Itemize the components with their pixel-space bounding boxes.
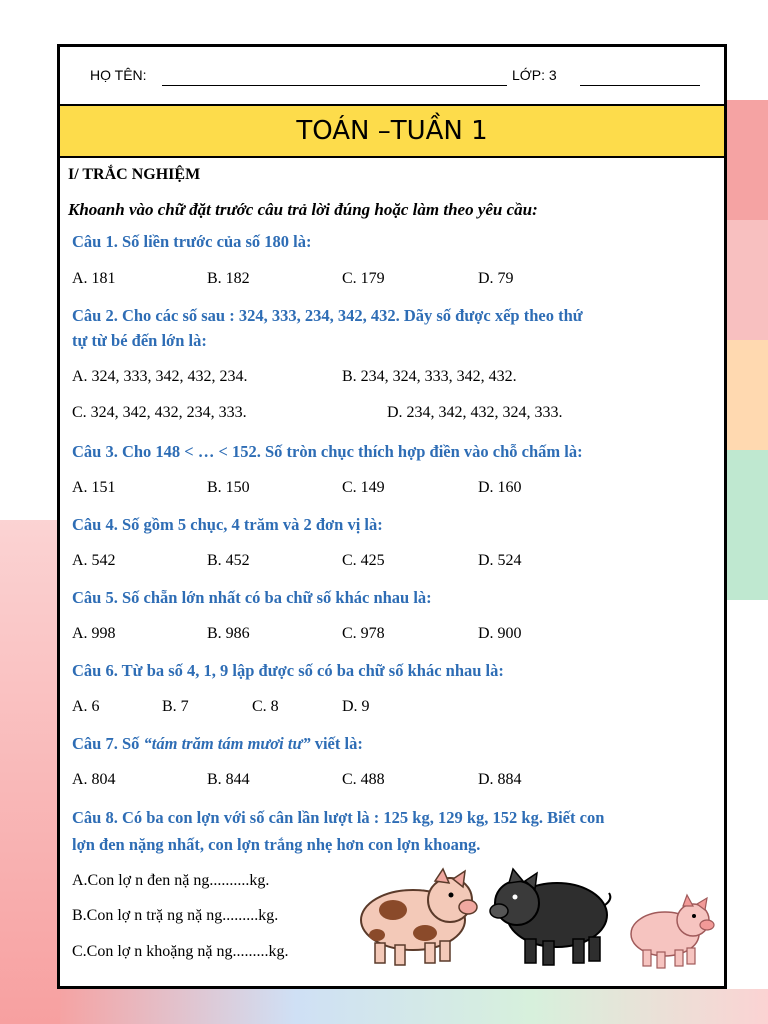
question-8-line-1: Câu 8. Có ba con lợn với số cân lần lượt là : 125 kg, 129 kg, 152 kg. Biết con	[72, 808, 605, 827]
answer-1b[interactable]: B. 182	[207, 270, 250, 287]
question-1: Câu 1. Số liền trước của số 180 là:	[72, 232, 312, 251]
answer-3d[interactable]: D. 160	[478, 479, 522, 496]
question-7	[72, 734, 363, 754]
answer-6a[interactable]: A. 6	[72, 698, 100, 715]
background-stripe-right-4	[727, 450, 768, 600]
name-input-line[interactable]	[162, 85, 507, 86]
question-6: Câu 6. Từ ba số 4, 1, 9 lập được số có ba chữ số khác nhau là:	[72, 661, 504, 680]
question-7-prefix: Câu 7. Số	[72, 734, 144, 753]
answer-2d[interactable]: D. 234, 342, 432, 324, 333.	[387, 404, 563, 421]
question-2-line-2: tự từ bé đến lớn là:	[72, 331, 207, 350]
background-stripe-right-2	[727, 220, 768, 340]
answer-1a[interactable]: A. 181	[72, 270, 116, 287]
answer-3a[interactable]: A. 151	[72, 479, 116, 496]
background-stripe-right-3	[727, 340, 768, 450]
answer-1d[interactable]: D. 79	[478, 270, 514, 287]
question-7-italic: “tám trăm tám mươi tư”	[143, 734, 311, 753]
answer-6b[interactable]: B. 7	[162, 698, 189, 715]
class-input-line[interactable]	[580, 85, 700, 86]
background-stripe-bottom	[60, 989, 768, 1024]
answer-3c[interactable]: C. 149	[342, 479, 385, 496]
answer-7d[interactable]: D. 884	[478, 771, 522, 788]
question-2-line-1: Câu 2. Cho các số sau : 324, 333, 234, 342, 432. Dãy số được xếp theo thứ	[72, 306, 583, 325]
answer-8b[interactable]: B.Con lợ n trặ ng nặ ng.........kg.	[72, 907, 279, 924]
question-4: Câu 4. Số gồm 5 chục, 4 trăm và 2 đơn vị là:	[72, 515, 383, 534]
answer-4a[interactable]: A. 542	[72, 552, 116, 569]
black-pig-icon	[485, 865, 615, 970]
answer-5c[interactable]: C. 978	[342, 625, 385, 642]
answer-7c[interactable]: C. 488	[342, 771, 385, 788]
pink-pig-icon	[625, 892, 720, 972]
question-3: Câu 3. Cho 148 < … < 152. Số tròn chục thích hợp điền vào chỗ chấm là:	[72, 442, 583, 461]
answer-2b[interactable]: B. 234, 324, 333, 342, 432.	[342, 368, 517, 385]
answer-6d[interactable]: D. 9	[342, 698, 370, 715]
question-5: Câu 5. Số chẵn lớn nhất có ba chữ số khác nhau là:	[72, 588, 432, 607]
answer-3b[interactable]: B. 150	[207, 479, 250, 496]
answer-2a[interactable]: A. 324, 333, 342, 432, 234.	[72, 368, 248, 385]
answer-4d[interactable]: D. 524	[478, 552, 522, 569]
answer-8a[interactable]: A.Con lợ n đen nặ ng..........kg.	[72, 872, 270, 889]
question-7-suffix: viết là:	[310, 734, 363, 753]
answer-5d[interactable]: D. 900	[478, 625, 522, 642]
question-8-line-2: lợn đen nặng nhất, con lợn trắng nhẹ hơn con lợn khoang.	[72, 835, 481, 854]
name-label: HỌ TÊN:	[90, 67, 147, 83]
answer-5b[interactable]: B. 986	[207, 625, 250, 642]
answer-2c[interactable]: C. 324, 342, 432, 234, 333.	[72, 404, 247, 421]
spotted-pig-icon	[355, 865, 480, 970]
background-stripe-left	[0, 520, 60, 1024]
section-heading: I/ TRẮC NGHIỆM	[68, 166, 201, 183]
answer-7a[interactable]: A. 804	[72, 771, 116, 788]
background-stripe-right-1	[727, 100, 768, 220]
answer-5a[interactable]: A. 998	[72, 625, 116, 642]
worksheet	[57, 44, 727, 989]
instruction: Khoanh vào chữ đặt trước câu trả lời đúng hoặc làm theo yêu cầu:	[68, 200, 538, 219]
answer-6c[interactable]: C. 8	[252, 698, 279, 715]
class-label: LỚP: 3	[512, 67, 557, 83]
answer-4c[interactable]: C. 425	[342, 552, 385, 569]
answer-1c[interactable]: C. 179	[342, 270, 385, 287]
answer-4b[interactable]: B. 452	[207, 552, 250, 569]
answer-8c[interactable]: C.Con lợ n khoặng nặ ng.........kg.	[72, 943, 289, 960]
answer-7b[interactable]: B. 844	[207, 771, 250, 788]
page-title: TOÁN –TUẦN 1	[60, 104, 724, 158]
